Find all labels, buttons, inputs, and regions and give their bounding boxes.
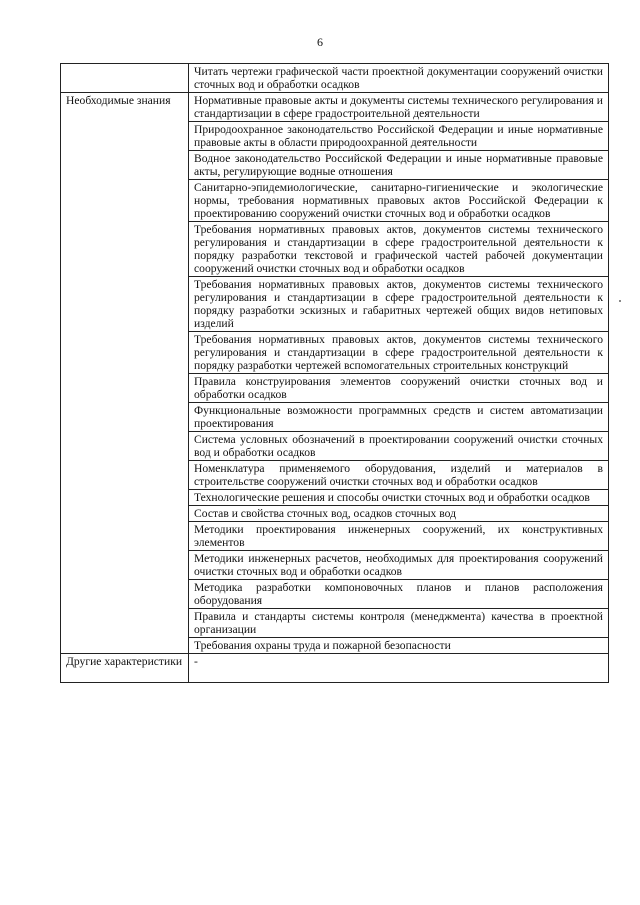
table-row (61, 654, 609, 683)
row-value: Требования нормативных правовых актов, документов системы технического регулирования и стандартизации в сфере градостроительной деятельности к порядку разработки чертежей вспомогательных строительных конструкций (189, 332, 609, 374)
row-value: Природоохранное законодательство Российской Федерации и иные нормативные правовые акты в области природоохранной деятельности (189, 122, 609, 151)
section-label-other-characteristics: Другие характеристики (61, 654, 189, 683)
row-value: Водное законодательство Российской Федерации и иные нормативные правовые акты, регулирующие водные отношения (189, 151, 609, 180)
row-value: Состав и свойства сточных вод, осадков сточных вод (189, 506, 609, 522)
row-value: Технологические решения и способы очистки сточных вод и обработки осадков (189, 490, 609, 506)
knowledge-requirements-table (60, 63, 609, 683)
row-value: Требования нормативных правовых актов, документов системы технического регулирования и стандартизации в сфере градостроительной деятельности к порядку разработки текстовой и графической частей рабочей документации сооружений очистки сточных вод и обработки осадков (189, 222, 609, 277)
row-value: Читать чертежи графической части проектной документации сооружений очистки сточных вод и обработки осадков (189, 64, 609, 93)
row-value: Правила конструирования элементов сооружений очистки сточных вод и обработки осадков (189, 374, 609, 403)
row-value: Методики инженерных расчетов, необходимых для проектирования сооружений очистки сточных вод и обработки осадков (189, 551, 609, 580)
row-value: Функциональные возможности программных средств и систем автоматизации проектирования (189, 403, 609, 432)
row-value: Система условных обозначений в проектировании сооружений очистки сточных вод и обработки осадков (189, 432, 609, 461)
row-value: Правила и стандарты системы контроля (менеджмента) качества в проектной организации (189, 609, 609, 638)
row-value: Номенклатура применяемого оборудования, изделий и материалов в строительстве сооружений очистки сточных вод и обработки осадков (189, 461, 609, 490)
row-value: Нормативные правовые акты и документы системы технического регулирования и стандартизации в сфере градостроительной деятельности (189, 93, 609, 122)
section-label-required-knowledge: Необходимые знания (61, 93, 189, 654)
row-value: Санитарно-эпидемиологические, санитарно-гигиенические и экологические нормы, требования нормативных правовых актов Российской Федерации к проектированию сооружений очистки сточных вод и обработки осадков (189, 180, 609, 222)
row-value: Методики проектирования инженерных сооружений, их конструктивных элементов (189, 522, 609, 551)
table-row (61, 64, 609, 93)
scan-artifact-dot (619, 300, 621, 302)
table-row (61, 93, 609, 122)
row-value: Требования охраны труда и пожарной безопасности (189, 638, 609, 654)
table-body (61, 64, 609, 683)
page-number: 6 (317, 35, 323, 49)
row-label (61, 64, 189, 93)
row-value: Методика разработки компоновочных планов и планов расположения оборудования (189, 580, 609, 609)
row-value: Требования нормативных правовых актов, документов системы технического регулирования и стандартизации в сфере градостроительной деятельности к порядку разработки эскизных и габаритных чертежей общих видов нетиповых изделий (189, 277, 609, 332)
row-value: - (189, 654, 609, 683)
